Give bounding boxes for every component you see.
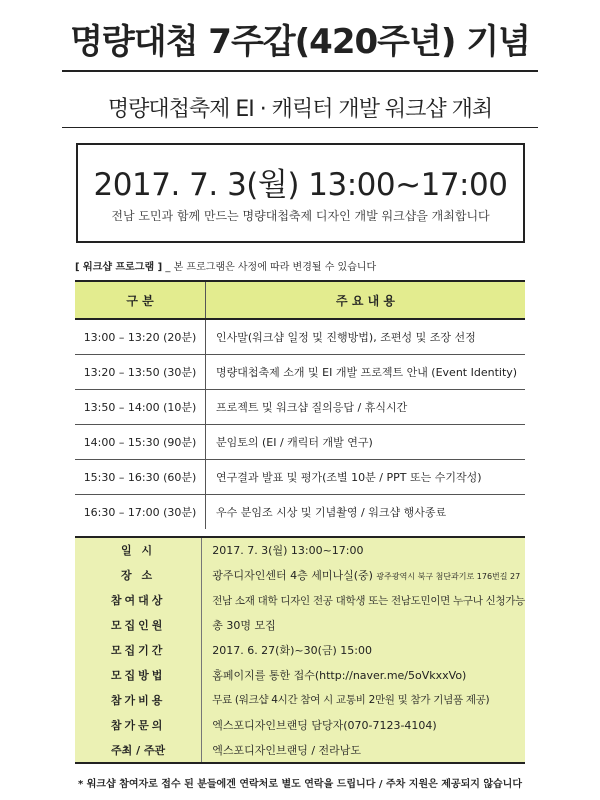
- info-value: 엑스포디자인브랜딩 / 전라남도: [212, 743, 362, 757]
- info-label: 일 시: [75, 537, 202, 563]
- event-date-box: [76, 143, 525, 243]
- schedule-content: 연구결과 발표 및 평가(조별 10분 / PPT 또는 수기작성): [206, 460, 526, 495]
- divider-bottom: [62, 127, 538, 128]
- info-value-place: [202, 563, 525, 588]
- info-label: 모집인원: [75, 613, 202, 638]
- event-description: 전남 도민과 함께 만드는 명량대첩축제 디자인 개발 워크샵을 개최합니다: [111, 209, 490, 223]
- event-date: 2017. 7. 3(월) 13:00~17:00: [93, 167, 508, 203]
- info-label: 참가문의: [75, 712, 202, 737]
- info-row-fee: [75, 687, 525, 712]
- program-heading: [75, 258, 535, 273]
- table-row: [75, 355, 525, 390]
- info-label: 모집기간: [75, 638, 202, 663]
- info-value: 2017. 7. 3(월) 13:00~17:00: [212, 544, 364, 558]
- schedule-content: 명량대첩축제 소개 및 EI 개발 프로젝트 안내 (Event Identity): [206, 355, 526, 390]
- info-label: 모집방법: [75, 662, 202, 687]
- schedule-time: 15:30 – 16:30 (60분): [75, 460, 206, 495]
- schedule-header-content: 주 요 내 용: [206, 281, 526, 319]
- table-row: [75, 390, 525, 425]
- schedule-content: 인사말(워크샵 일정 및 진행방법), 조편성 및 조장 선정: [206, 319, 526, 355]
- info-row-contact: [75, 712, 525, 737]
- info-label: 참여대상: [75, 588, 202, 613]
- info-label: 주최 / 주관: [75, 737, 202, 763]
- info-row-period: [75, 638, 525, 663]
- info-row-date: [75, 537, 525, 563]
- program-note: _ 본 프로그램은 사정에 따라 변경될 수 있습니다: [165, 262, 377, 273]
- info-value: 총 30명 모집: [212, 619, 276, 633]
- info-label: 참가비용: [75, 687, 202, 712]
- table-row: [75, 495, 525, 530]
- info-value: 2017. 6. 27(화)~30(금) 15:00: [212, 643, 373, 657]
- schedule-table: [75, 280, 525, 529]
- info-value: 엑스포디자인브랜딩 담당자(070-7123-4104): [212, 718, 437, 732]
- place-address: 광주광역시 북구 첨단과기로 176번길 27: [376, 572, 521, 582]
- footnote: * 워크샵 참여자로 접수 된 분들에겐 연락처로 별도 연락을 드립니다 / 주차 지원은 제공되지 않습니다: [77, 779, 523, 790]
- poster-subtitle: 명량대첩축제 EI · 캐릭터 개발 워크샵 개최: [107, 97, 493, 122]
- info-value: 무료 (워크샵 4시간 참여 시 교통비 2만원 및 참가 기념품 제공): [212, 694, 490, 707]
- info-value: 홈페이지를 통한 접수(http://naver.me/5oVkxxVo): [212, 668, 467, 682]
- schedule-header-row: [75, 281, 525, 319]
- event-info-table: [75, 536, 525, 764]
- table-row: [75, 460, 525, 495]
- place-name: 광주디자인센터 4층 세미나실(중): [212, 569, 373, 583]
- schedule-content: 우수 분임조 시상 및 기념촬영 / 워크샵 행사종료: [216, 506, 447, 519]
- info-row-capacity: [75, 613, 525, 638]
- schedule-time: 13:00 – 13:20 (20분): [75, 319, 206, 355]
- schedule-content: 분임토의 (EI / 캐릭터 개발 연구): [206, 425, 526, 460]
- info-row-method: [75, 662, 525, 687]
- table-row: [75, 319, 525, 355]
- info-row-host: [75, 737, 525, 763]
- table-row: [75, 425, 525, 460]
- schedule-time: 13:50 – 14:00 (10분): [75, 390, 206, 425]
- info-row-place: [75, 563, 525, 588]
- info-row-target: [75, 588, 525, 613]
- info-value: 전남 소재 대학 디자인 전공 대학생 또는 전남도민이면 누구나 신청가능: [212, 594, 525, 607]
- program-label: [ 워크샵 프로그램 ]: [75, 262, 163, 273]
- schedule-header-time: 구 분: [75, 281, 206, 319]
- schedule-content: 프로젝트 및 워크샵 질의응답 / 휴식시간: [206, 390, 526, 425]
- poster-title: 명량대첩 7주갑(420주년) 기념: [70, 22, 530, 62]
- schedule-time: 16:30 – 17:00 (30분): [75, 495, 206, 530]
- schedule-time: 14:00 – 15:30 (90분): [75, 425, 206, 460]
- divider-top: [62, 70, 538, 72]
- schedule-time: 13:20 – 13:50 (30분): [75, 355, 206, 390]
- info-label: 장 소: [75, 563, 202, 588]
